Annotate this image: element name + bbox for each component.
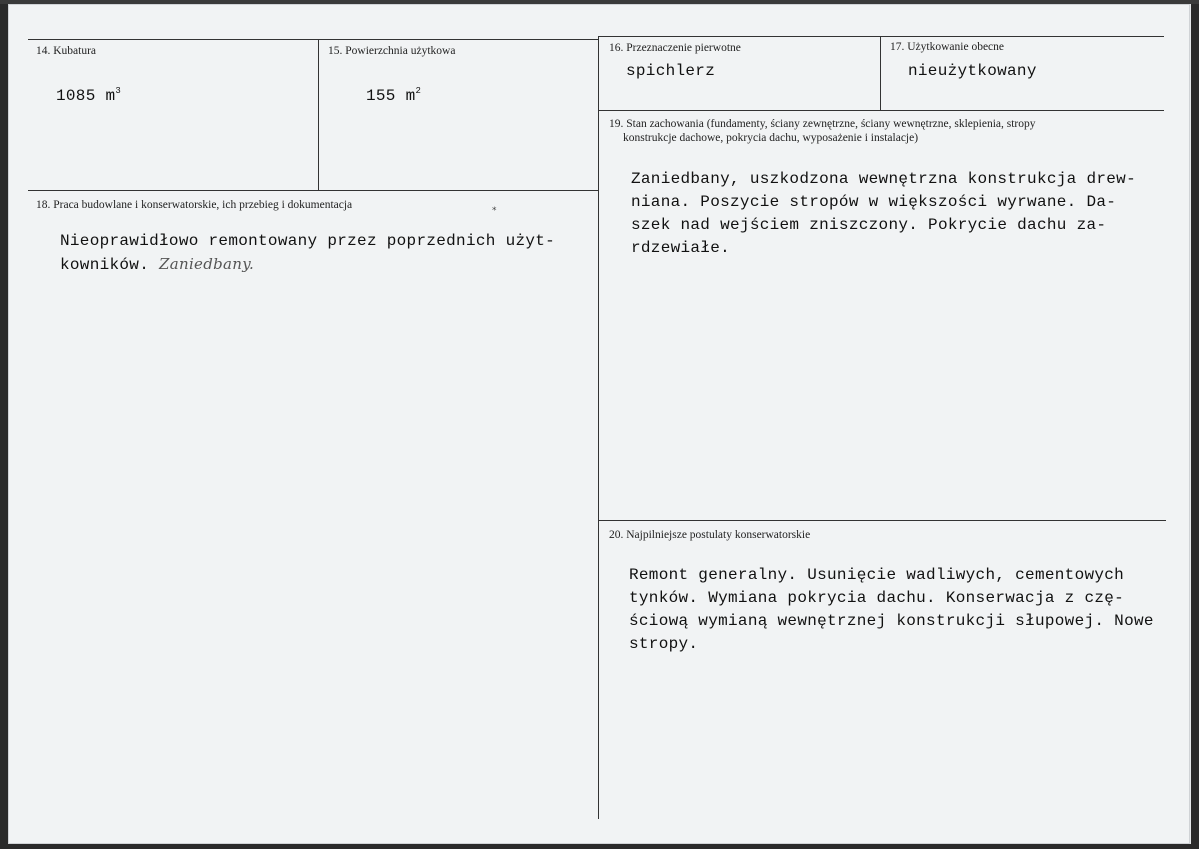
text-stan-zachowania	[631, 168, 1136, 260]
powierzchnia-number: 155	[366, 87, 396, 105]
text-praca-budowlane	[60, 230, 555, 277]
rule-above-19	[598, 110, 1164, 111]
postulaty-line-1: Remont generalny. Usunięcie wadliwych, cementowych	[629, 566, 1125, 584]
center-divider	[598, 36, 599, 819]
scan-right-edge	[1191, 0, 1199, 849]
label-uzytkowanie: 17. Użytkowanie obecne	[890, 41, 1005, 53]
praca-line-1: Nieoprawidłowo remontowany przez poprzednich użyt-	[60, 232, 556, 250]
value-powierzchnia	[366, 80, 421, 108]
ink-speck: *	[492, 206, 497, 216]
value-uzytkowanie: nieużytkowany	[908, 62, 1037, 80]
rule-above-20	[598, 520, 1166, 521]
stan-line-4: rdzewiałe.	[631, 239, 731, 257]
top-rule-right	[598, 36, 1164, 37]
stan-line-3: szek nad wejściem zniszczony. Pokrycie dachu za-	[631, 216, 1107, 234]
kubatura-unit-exponent: 3	[115, 86, 122, 96]
handwritten-note: Zaniedbany.	[159, 255, 255, 273]
stan-line-1: Zaniedbany, uszkodzona wewnętrzna konstrukcja drew-	[631, 170, 1136, 188]
label-powierzchnia: 15. Powierzchnia użytkowa	[328, 45, 456, 57]
label-postulaty: 20. Najpilniejsze postulaty konserwatorskie	[609, 529, 811, 541]
divider-14-15	[318, 39, 319, 191]
top-rule-left	[28, 39, 598, 40]
label-praca-budowlane: 18. Praca budowlane i konserwatorskie, ich przebieg i dokumentacja	[36, 199, 353, 211]
praca-line-2: kowników. Zaniedbany.	[60, 255, 255, 274]
postulaty-line-2: tynków. Wymiana pokrycia dachu. Konserwacja z czę-	[629, 589, 1125, 607]
stan-label-line-1: 19. Stan zachowania (fundamenty, ściany zewnętrzne, ściany wewnętrzne, sklepienia, stropy	[609, 118, 1036, 130]
value-przeznaczenie: spichlerz	[626, 62, 716, 80]
value-kubatura	[56, 80, 121, 108]
postulaty-line-4: stropy.	[629, 635, 699, 653]
label-przeznaczenie: 16. Przeznaczenie pierwotne	[609, 42, 741, 54]
divider-16-17	[880, 36, 881, 111]
text-postulaty	[629, 564, 1154, 656]
scan-left-edge	[0, 0, 8, 849]
kubatura-unit: m	[105, 87, 116, 105]
label-kubatura: 14. Kubatura	[36, 45, 97, 57]
scan-bottom-edge	[0, 844, 1199, 849]
stan-line-2: niana. Poszycie stropów w większości wyrwane. Da-	[631, 193, 1117, 211]
postulaty-line-3: ściową wymianą wewnętrznej konstrukcji słupowej. Nowe	[629, 612, 1154, 630]
powierzchnia-unit-exponent: 2	[415, 86, 422, 96]
powierzchnia-unit: m	[405, 87, 416, 105]
stan-label-line-2: konstrukcje dachowe, pokrycia dachu, wyposażenie i instalacje)	[623, 132, 919, 144]
kubatura-number: 1085	[56, 87, 96, 105]
rule-above-18	[28, 190, 598, 191]
label-stan-zachowania	[609, 117, 1036, 145]
